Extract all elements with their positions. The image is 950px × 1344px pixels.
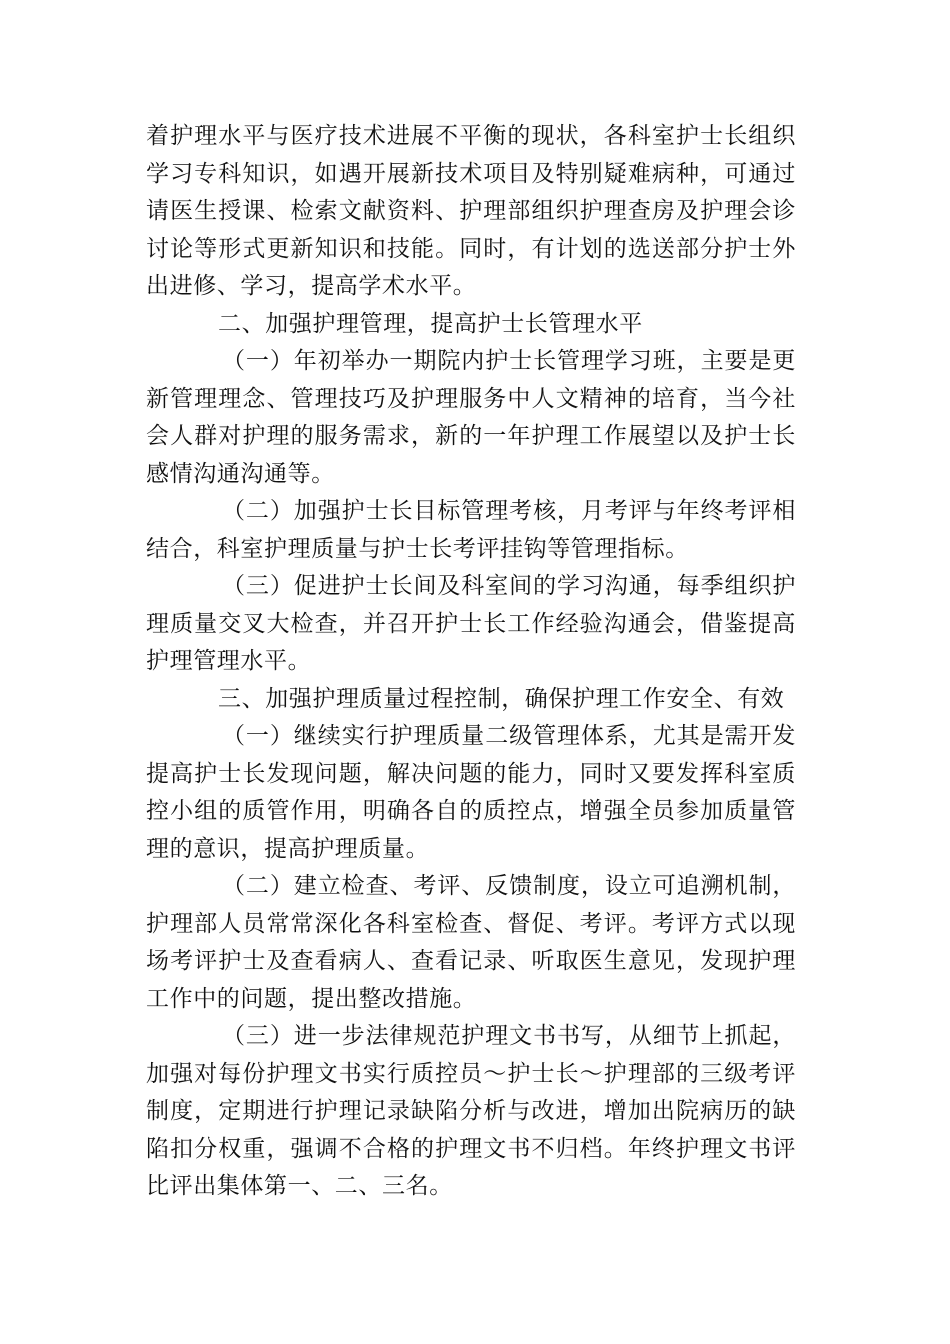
- paragraph-2-2: （二）加强护士长目标管理考核，月考评与年终考评相结合，科室护理质量与护士长考评挂钩等管理指标。: [146, 498, 796, 562]
- paragraph-2-1: （一）年初举办一期院内护士长管理学习班，主要是更新管理理念、管理技巧及护理服务中人文精神的培育，当今社会人群对护理的服务需求，新的一年护理工作展望以及护士长感情沟通沟通等。: [146, 348, 796, 487]
- document-body: [146, 118, 796, 1206]
- paragraph-continuation: 着护理水平与医疗技术进展不平衡的现状，各科室护士长组织学习专科知识，如遇开展新技术项目及特别疑难病种，可通过请医生授课、检索文献资料、护理部组织护理查房及护理会诊讨论等形式更新知识和技能。同时，有计划的选送部分护士外出进修、学习，提高学术水平。: [146, 123, 796, 299]
- paragraph-3-3: （三）进一步法律规范护理文书书写，从细节上抓起，加强对每份护理文书实行质控员～护士长～护理部的三级考评制度，定期进行护理记录缺陷分析与改进，增加出院病历的缺陷扣分权重，强调不合格的护理文书不归档。年终护理文书评比评出集体第一、二、三名。: [146, 1023, 796, 1199]
- section-heading-2: 二、加强护理管理，提高护士长管理水平: [218, 310, 643, 337]
- paragraph-3-2: （二）建立检查、考评、反馈制度，设立可追溯机制，护理部人员常常深化各科室检查、督促、考评。考评方式以现场考评护士及查看病人、查看记录、听取医生意见，发现护理工作中的问题，提出整改措施。: [146, 873, 796, 1012]
- paragraph-3-1: （一）继续实行护理质量二级管理体系，尤其是需开发提高护士长发现问题，解决问题的能力，同时又要发挥科室质控小组的质管作用，明确各自的质控点，增强全员参加质量管理的意识，提高护理质量。: [146, 723, 796, 862]
- section-heading-3: 三、加强护理质量过程控制，确保护理工作安全、有效: [218, 685, 785, 712]
- paragraph-2-3: （三）促进护士长间及科室间的学习沟通，每季组织护理质量交叉大检查，并召开护士长工作经验沟通会，借鉴提高护理管理水平。: [146, 573, 796, 674]
